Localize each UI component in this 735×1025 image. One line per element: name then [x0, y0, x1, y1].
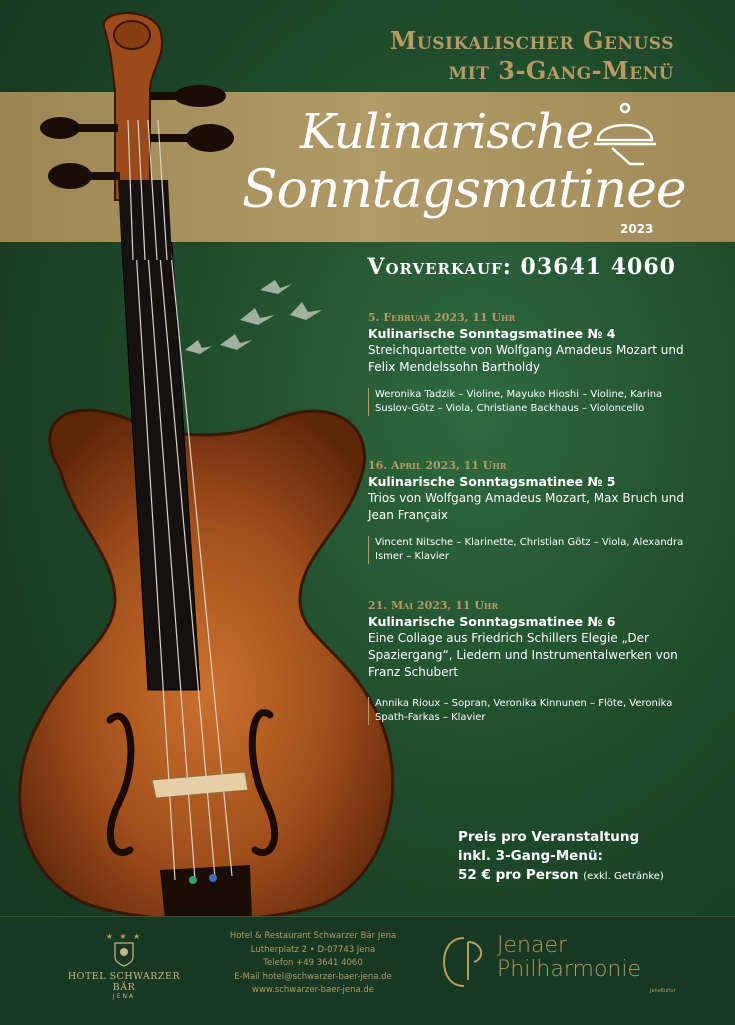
event-date: 5. Februar 2023, 11 Uhr: [368, 311, 516, 324]
price-amount: 52 € pro Person: [458, 867, 579, 883]
event-description: Trios von Wolfgang Amadeus Mozart, Max Bruch und Jean Françaix: [368, 491, 684, 522]
bear-crest-icon: [113, 941, 135, 967]
cloche-icon: [590, 98, 660, 168]
birds-decoration: [180, 270, 330, 370]
event-title: Kulinarische Sonntagsmatinee № 6: [368, 614, 616, 629]
philharmonie-line1: Jenaer: [497, 933, 568, 958]
hotel-stars: ★ ★ ★: [105, 932, 143, 941]
event-1: [368, 310, 688, 416]
event-title: Kulinarische Sonntagsmatinee № 5: [368, 474, 616, 489]
event-performers: Vincent Nitsche – Klarinette, Christian Götz – Viola, Alexandra Ismer – Klavier: [368, 536, 688, 564]
hotel-address: [218, 930, 408, 998]
price-line1: Preis pro Veranstaltung: [458, 829, 640, 845]
event-3: [368, 598, 688, 725]
event-date: 21. Mai 2023, 11 Uhr: [368, 599, 499, 612]
event-2: [368, 458, 688, 564]
event-description: Eine Collage aus Friedrich Schillers Elegie „Der Spaziergang“, Liedern und Instrumentalwerken von Franz Schubert: [368, 631, 678, 679]
header-tagline-line2: mit 3-Gang-Menü: [448, 56, 674, 85]
address-email[interactable]: E-Mail hotel@schwarzer-baer-jena.de: [234, 971, 392, 982]
header-tagline-line1: Musikalischer Genuss: [389, 26, 674, 55]
title-script-line1: Kulinarische: [300, 104, 594, 160]
address-line: Lutherplatz 2 • D-07743 Jena: [250, 944, 376, 955]
hotel-name: HOTEL SCHWARZER BÄR: [67, 971, 181, 993]
address-line: Hotel & Restaurant Schwarzer Bär Jena: [229, 931, 397, 941]
hotel-city: JENA: [112, 993, 136, 1000]
philharmonie-line2: Philharmonie: [497, 957, 641, 982]
title-script-line2: Sonntagsmatinee: [242, 160, 686, 220]
hotel-logo: [62, 932, 186, 1000]
event-title: Kulinarische Sonntagsmatinee № 4: [368, 326, 616, 341]
address-phone: Telefon +49 3641 4060: [263, 958, 363, 968]
price-info: [458, 828, 718, 886]
price-note: (exkl. Getränke): [583, 871, 664, 882]
presale-phone: Vorverkauf: 03641 4060: [367, 254, 676, 280]
jenakultur-label: JenaKultur: [650, 988, 676, 994]
event-performers: Weronika Tadzik – Violine, Mayuko Hioshi – Violine, Karina Suslov-Götz – Viola, Christiane Backhaus – Violoncello: [368, 388, 688, 416]
address-website[interactable]: www.schwarzer-baer-jena.de: [252, 985, 374, 995]
event-description: Streichquartette von Wolfgang Amadeus Mozart und Felix Mendelssohn Bartholdy: [368, 343, 684, 374]
event-performers: Annika Rioux – Sopran, Veronika Kinnunen – Flöte, Veronika Spath-Farkas – Klavier: [368, 697, 688, 725]
philharmonie-name: [497, 934, 641, 982]
price-line2: inkl. 3-Gang-Menü:: [458, 848, 603, 864]
event-date: 16. April 2023, 11 Uhr: [368, 459, 507, 472]
title-year: 2023: [620, 222, 654, 236]
